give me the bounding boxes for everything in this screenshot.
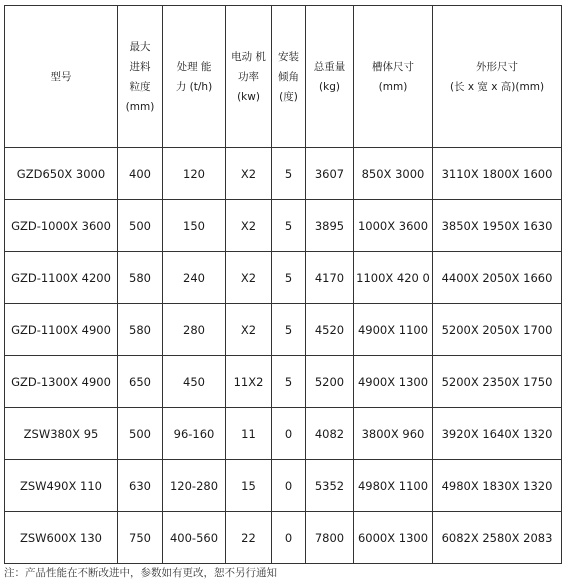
cell-overall-size: 4400X 2050X 1660 xyxy=(433,252,562,304)
cell-motor-power: 11 xyxy=(226,408,272,460)
cell-max-feed: 630 xyxy=(118,460,163,512)
cell-install-angle: 0 xyxy=(272,460,306,512)
cell-trough-size: 1000X 3600 xyxy=(354,200,433,252)
cell-trough-size: 4900X 1300 xyxy=(354,356,433,408)
table-row xyxy=(5,408,562,460)
spec-table-container xyxy=(4,5,562,564)
cell-max-feed: 500 xyxy=(118,408,163,460)
cell-model: GZD-1100X 4900 xyxy=(5,304,118,356)
cell-capacity: 120 xyxy=(163,148,226,200)
cell-capacity: 120-280 xyxy=(163,460,226,512)
table-row xyxy=(5,148,562,200)
cell-total-weight: 4520 xyxy=(306,304,354,356)
cell-capacity: 400-560 xyxy=(163,512,226,564)
cell-trough-size: 4980X 1100 xyxy=(354,460,433,512)
cell-trough-size: 3800X 960 xyxy=(354,408,433,460)
cell-capacity: 96-160 xyxy=(163,408,226,460)
cell-install-angle: 5 xyxy=(272,252,306,304)
header-total-weight: 总重量 (kg) xyxy=(306,6,354,148)
cell-motor-power: 22 xyxy=(226,512,272,564)
cell-capacity: 280 xyxy=(163,304,226,356)
table-row xyxy=(5,460,562,512)
spec-table xyxy=(4,5,562,564)
cell-install-angle: 0 xyxy=(272,512,306,564)
cell-overall-size: 5200X 2050X 1700 xyxy=(433,304,562,356)
cell-total-weight: 5352 xyxy=(306,460,354,512)
cell-max-feed: 750 xyxy=(118,512,163,564)
cell-total-weight: 4170 xyxy=(306,252,354,304)
cell-total-weight: 3895 xyxy=(306,200,354,252)
cell-model: GZD-1000X 3600 xyxy=(5,200,118,252)
cell-model: ZSW380X 95 xyxy=(5,408,118,460)
header-trough-size: 槽体尺寸 (mm) xyxy=(354,6,433,148)
cell-overall-size: 3110X 1800X 1600 xyxy=(433,148,562,200)
cell-max-feed: 500 xyxy=(118,200,163,252)
cell-total-weight: 7800 xyxy=(306,512,354,564)
cell-install-angle: 5 xyxy=(272,304,306,356)
table-row xyxy=(5,356,562,408)
header-overall-size: 外形尺寸 (长 x 宽 x 高)(mm) xyxy=(433,6,562,148)
cell-trough-size: 4900X 1100 xyxy=(354,304,433,356)
header-model: 型号 xyxy=(5,6,118,148)
cell-motor-power: 11X2 xyxy=(226,356,272,408)
cell-overall-size: 3850X 1950X 1630 xyxy=(433,200,562,252)
footnote: 注：产品性能在不断改进中，参数如有更改，恕不另行通知 xyxy=(4,567,277,579)
header-motor-power: 电动 机 功率 (kw) xyxy=(226,6,272,148)
cell-motor-power: X2 xyxy=(226,252,272,304)
cell-trough-size: 6000X 1300 xyxy=(354,512,433,564)
cell-max-feed: 650 xyxy=(118,356,163,408)
cell-max-feed: 580 xyxy=(118,252,163,304)
cell-total-weight: 5200 xyxy=(306,356,354,408)
cell-total-weight: 3607 xyxy=(306,148,354,200)
table-row xyxy=(5,304,562,356)
cell-install-angle: 5 xyxy=(272,356,306,408)
cell-overall-size: 3920X 1640X 1320 xyxy=(433,408,562,460)
cell-model: GZD-1100X 4200 xyxy=(5,252,118,304)
cell-capacity: 450 xyxy=(163,356,226,408)
cell-overall-size: 4980X 1830X 1320 xyxy=(433,460,562,512)
cell-max-feed: 580 xyxy=(118,304,163,356)
header-max-feed: 最大 进料 粒度 (mm) xyxy=(118,6,163,148)
cell-model: ZSW600X 130 xyxy=(5,512,118,564)
cell-overall-size: 6082X 2580X 2083 xyxy=(433,512,562,564)
cell-motor-power: X2 xyxy=(226,200,272,252)
header-install-angle: 安装 倾角 (度) xyxy=(272,6,306,148)
header-row xyxy=(5,6,562,148)
cell-install-angle: 5 xyxy=(272,148,306,200)
header-capacity: 处理 能 力 (t/h) xyxy=(163,6,226,148)
cell-overall-size: 5200X 2350X 1750 xyxy=(433,356,562,408)
cell-model: ZSW490X 110 xyxy=(5,460,118,512)
cell-install-angle: 5 xyxy=(272,200,306,252)
cell-motor-power: X2 xyxy=(226,148,272,200)
table-row xyxy=(5,252,562,304)
cell-max-feed: 400 xyxy=(118,148,163,200)
table-row xyxy=(5,200,562,252)
table-row xyxy=(5,512,562,564)
cell-motor-power: 15 xyxy=(226,460,272,512)
cell-model: GZD650X 3000 xyxy=(5,148,118,200)
cell-model: GZD-1300X 4900 xyxy=(5,356,118,408)
cell-capacity: 240 xyxy=(163,252,226,304)
cell-motor-power: X2 xyxy=(226,304,272,356)
spec-table-body xyxy=(5,148,562,564)
cell-trough-size: 850X 3000 xyxy=(354,148,433,200)
cell-total-weight: 4082 xyxy=(306,408,354,460)
cell-capacity: 150 xyxy=(163,200,226,252)
cell-install-angle: 0 xyxy=(272,408,306,460)
cell-trough-size: 1100X 420 0 xyxy=(354,252,433,304)
